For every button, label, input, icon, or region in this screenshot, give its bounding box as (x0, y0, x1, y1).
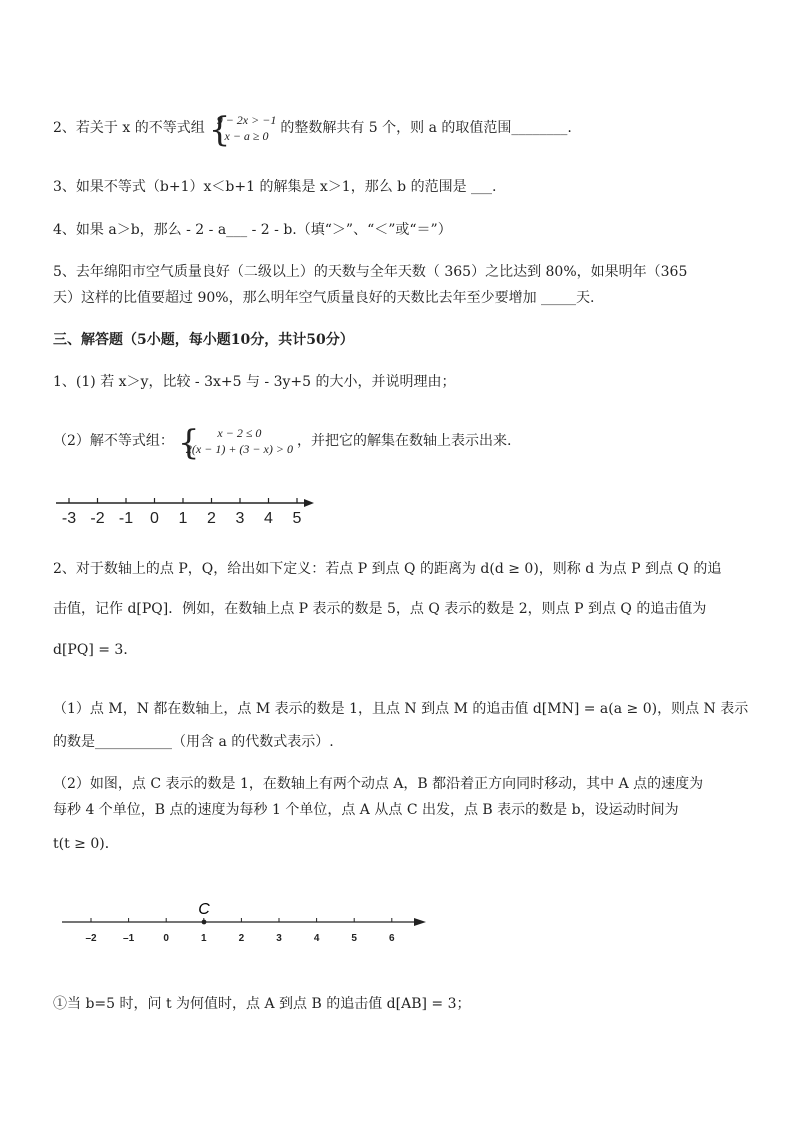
problem-2-line-3: d[PQ] = 3． (53, 642, 138, 658)
question-2-prefix: 2、若关于 x 的不等式组 (53, 120, 205, 136)
tick-label: -2 (90, 510, 105, 527)
tick-label: -1 (118, 510, 134, 527)
problem-2-sub-1-line-2: 的数是___________（用含 a 的代数式表示）. (53, 734, 334, 750)
tick-label: 6 (389, 933, 395, 944)
point-c-label: C (198, 901, 210, 918)
problem-2-sub-2-line-1: （2）如图，点 C 表示的数是 1，在数轴上有两个动点 A，B 都沿着正方向同时移动，其中 A 点的速度为 (53, 776, 704, 792)
problem-2-line-2: 击值，记作 d[PQ]．例如，在数轴上点 P 表示的数是 5，点 Q 表示的数是 2，则点 P 到点 Q 的追击值为 (53, 601, 707, 617)
axis-arrow (414, 918, 426, 926)
point-c-dot (202, 920, 207, 925)
problem-1-part-1: 1、(1) 若 x＞y，比较 - 3x+5 与 - 3y+5 的大小，并说明理由； (53, 374, 456, 390)
problem-1-part-2 (53, 423, 512, 463)
number-line-1 (52, 493, 322, 529)
system-row-2: x − a ≥ 0 (224, 129, 269, 143)
question-3: 3、如果不等式（b+1）x＜b+1 的解集是 x＞1，那么 b 的范围是 ___. (53, 179, 497, 195)
tick-label: 5 (351, 933, 357, 944)
part-2-suffix: ，并把它的解集在数轴上表示出来. (296, 433, 512, 449)
tick-label: –2 (85, 933, 97, 944)
tick-label: –1 (123, 933, 135, 944)
tick-label: 5 (292, 510, 302, 527)
tick-label: 2 (207, 510, 216, 527)
axis-arrow (304, 499, 314, 507)
section-3-heading: 三、解答题（5小题，每小题10分，共计50分） (53, 332, 354, 348)
question-2 (53, 110, 572, 150)
tick-label: 1 (201, 933, 207, 944)
part-2-prefix: （2）解不等式组： (53, 433, 174, 449)
question-2-suffix: 的整数解共有 5 个，则 a 的取值范围________. (280, 120, 572, 136)
tick-label: 3 (235, 510, 245, 527)
tick-label: 0 (150, 510, 159, 527)
problem-2-sub-1-line-1: （1）点 M，N 都在数轴上，点 M 表示的数是 1，且点 N 到点 M 的追击值 d[MN] = a(a ≥ 0)，则点 N 表示 (53, 701, 749, 717)
tick-label: 2 (238, 933, 245, 944)
question-5-line-1: 5、去年绵阳市空气质量良好（二级以上）的天数与全年天数（ 365）之比达到 80%，如果明年（365 (53, 264, 688, 280)
problem-2-sub-2-line-2: 每秒 4 个单位，B 点的速度为每秒 1 个单位，点 A 从点 C 出发，点 B 表示的数是 b，设运动时间为 (53, 802, 679, 818)
left-brace: { (177, 423, 200, 463)
question-4: 4、如果 a＞b，那么 - 2 - a___ - 2 - b.（填“＞”、“＜”或“＝”） (53, 222, 452, 238)
tick-label: 4 (313, 933, 320, 944)
tick-label: 0 (163, 933, 169, 944)
system-row-1: 9 − 2x > −1 (216, 113, 277, 127)
tick-label: 1 (178, 510, 188, 527)
tick-label: 3 (276, 933, 282, 944)
problem-2-sub-2-question-1: ①当 b=5 时，问 t 为何值时，点 A 到点 B 的追击值 d[AB] = 3； (53, 996, 471, 1012)
left-brace: { (208, 110, 231, 150)
system-row-2: 2(x − 1) + (3 − x) > 0 (185, 442, 293, 456)
inequality-system (208, 110, 277, 150)
inequality-system-2 (177, 423, 293, 463)
problem-2-line-1: 2、对于数轴上的点 P，Q，给出如下定义：若点 P 到点 Q 的距离为 d(d ≥ 0)，则称 d 为点 P 到点 Q 的追 (53, 561, 722, 577)
number-line-2 (60, 896, 440, 948)
tick-label: -3 (61, 510, 77, 527)
question-5-line-2: 天）这样的比值要超过 90%，那么明年空气质量良好的天数比去年至少要增加 _____天. (53, 290, 595, 306)
problem-2-sub-2-line-3: t(t ≥ 0)． (53, 836, 119, 852)
tick-label: 4 (264, 510, 273, 527)
system-row-1: x − 2 ≤ 0 (217, 426, 262, 440)
